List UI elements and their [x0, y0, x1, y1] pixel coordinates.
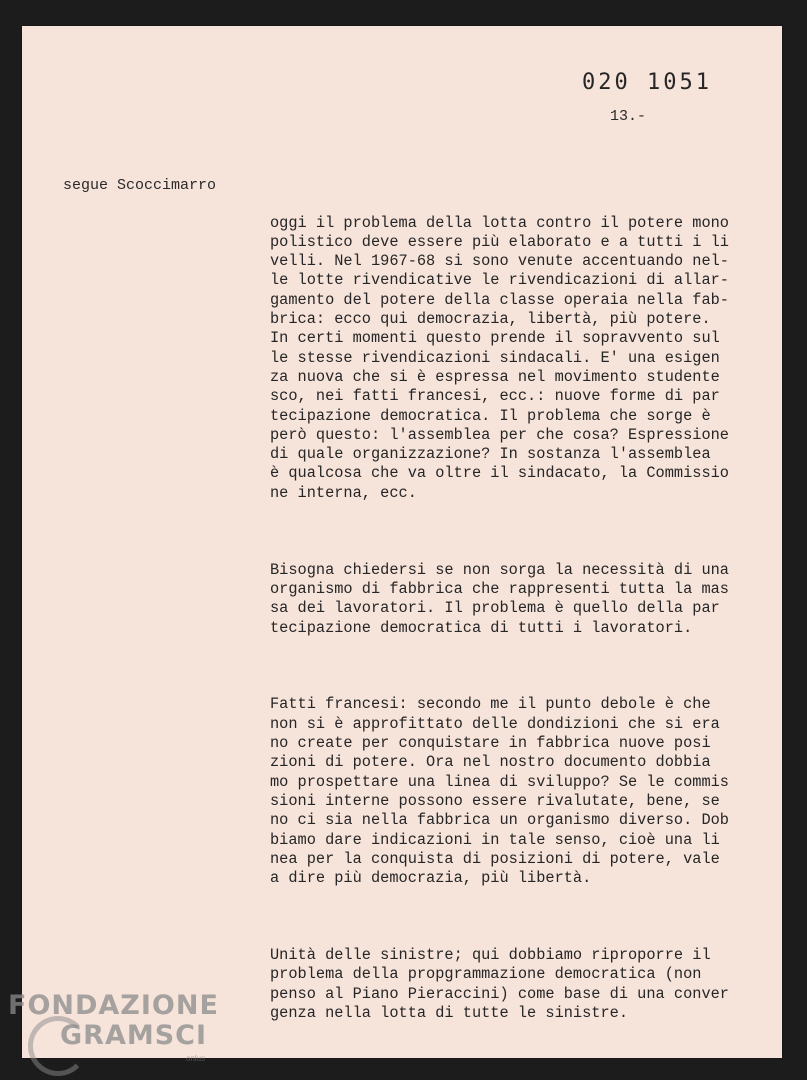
fondazione-gramsci-watermark [8, 990, 219, 1070]
paragraph-2: Bisogna chiedersi se non sorga la necessità di una organismo di fabbrica che rappresenti tutta la mas sa dei lavoratori. Il problema è quello della par tecipazione democratica di tutti i lavoratori. [270, 560, 729, 637]
archive-number: 020 1051 [582, 70, 712, 95]
watermark-line1: FONDAZIONE [8, 990, 219, 1021]
watermark-small: onlus [186, 1054, 206, 1063]
paragraph-4: Unità delle sinistre; qui dobbiamo riproporre il problema della propgrammazione democratica (non penso al Piano Pieraccini) come base di una conver genza nella lotta di tutte le sinistre. [270, 945, 729, 1022]
paragraph-3: Fatti francesi: secondo me il punto debole è che non si è approfittato delle dondizioni che si era no create per conquistare in fabbrica nuove posi zioni di potere. Ora nel nostro documento dobbia mo prospettare una linea di sviluppo? Se le commis sioni interne possono essere rivalutate, bene, se no ci sia nella fabbrica un organismo diverso. Dob biamo dare indicazioni in tale senso, cioè una li nea per la conquista di posizioni di potere, vale a dire più democrazia, più libertà. [270, 695, 729, 888]
watermark-line2: GRAMSCI [60, 1020, 208, 1051]
speaker-label: segue Scoccimarro [63, 177, 217, 194]
document-body [270, 175, 770, 1061]
paragraph-1: oggi il problema della lotta contro il potere mono polistico deve essere più elaborato e a tutti i li velli. Nel 1967-68 si sono venute accentuando nel- le lotte rivendicative le rivendicazioni di allar- gamento del potere della classe operaia nella fab- brica: ecco qui democrazia, libertà, più potere. In certi momenti questo prende il sopravvento sul le stesse rivendicazioni sindacali. E' una esigen za nuova che si è espressa nel movimento studente sco, nei fatti francesi, ecc.: nuove forme di par tecipazione democratica. Il problema che sorge è però questo: l'assemblea per che cosa? Espressione di quale organizzazione? In sostanza l'assemblea è qualcosa che va oltre il sindacato, la Commissio ne interna, ecc. [270, 213, 729, 502]
page-number: 13.- [610, 108, 647, 125]
